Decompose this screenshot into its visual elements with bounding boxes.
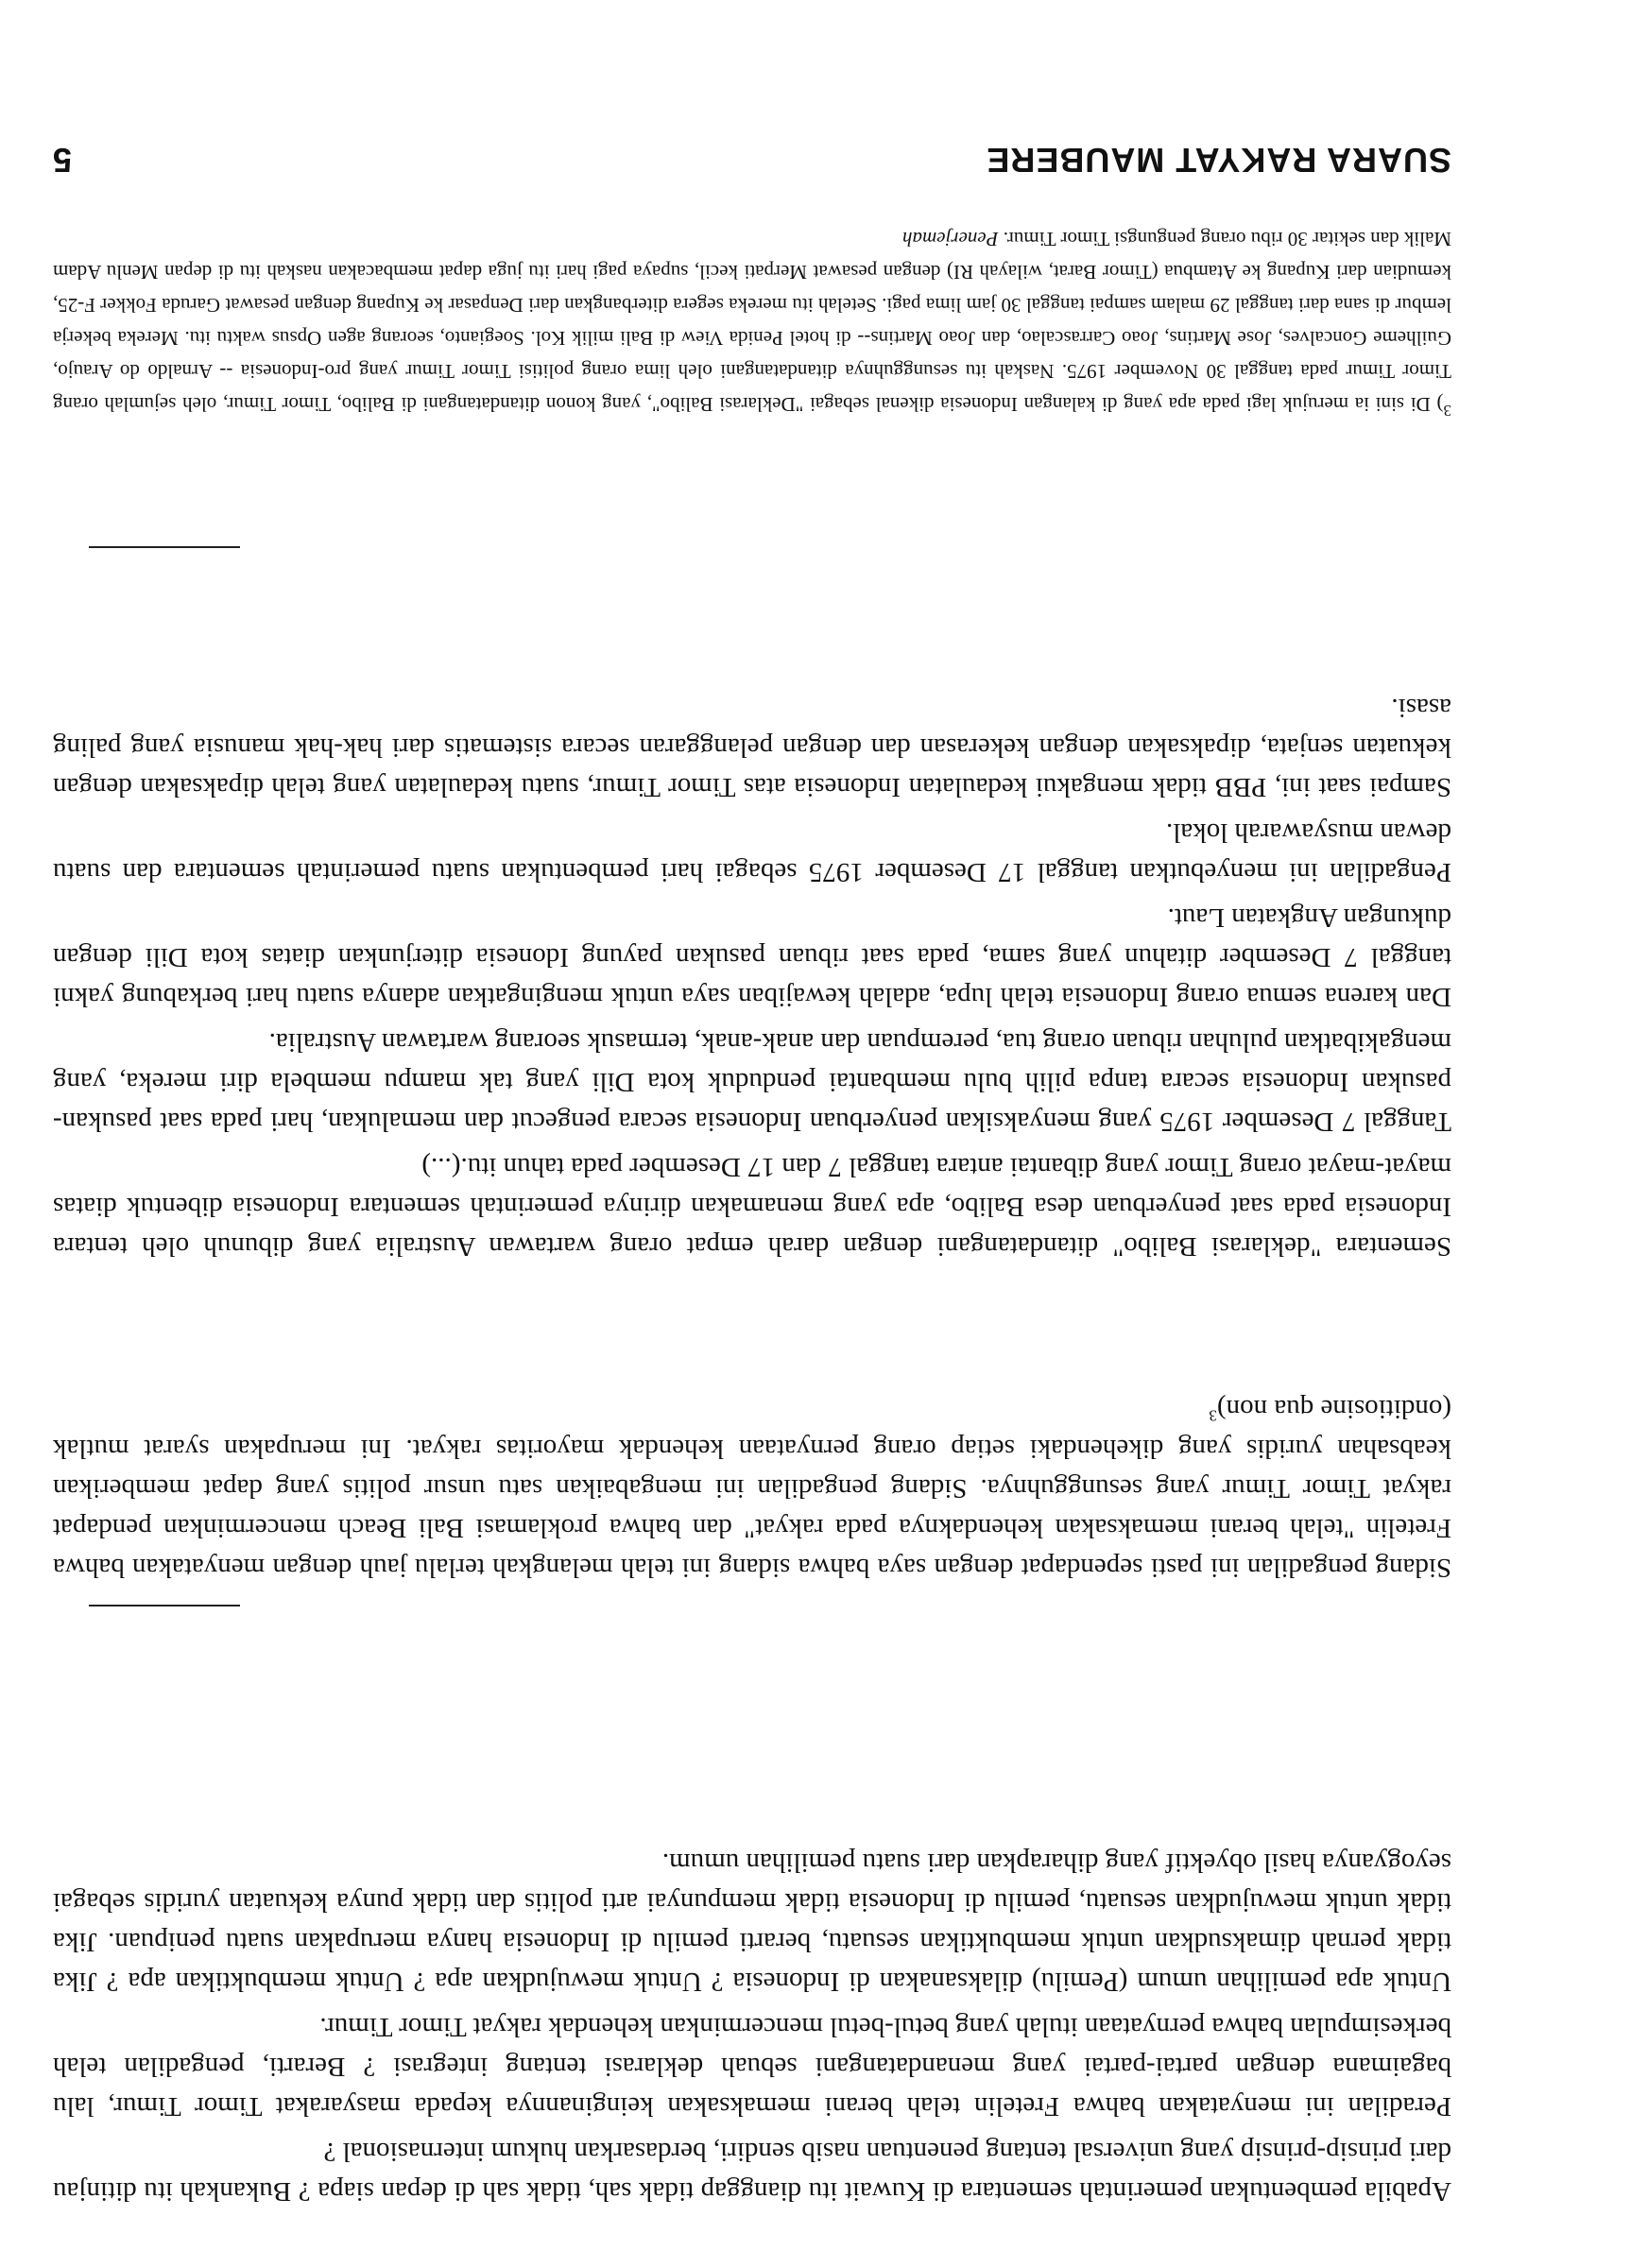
paragraph: Pengadilan ini menyebutkan tanggal 17 Desember 1975 sebagai hari pembentukan suatu pemerintah sementara dan suatu dewan musyawarah lokal. xyxy=(53,817,1451,887)
section-separator xyxy=(89,1605,240,1606)
footnote-credit: Penerjemah xyxy=(902,228,999,250)
paragraph: Dan karena semua orang Indonesia telah lupa, adalah kewajiban saya untuk mengingatkan adanya suatu hari berkabung yakni tanggal 7 Desember ditahun yang sama, pada saat ribuan pasukan payung Idonesia diterjunkan diatas kota Dili dengan dukungan Angkatan Laut. xyxy=(53,902,1451,1012)
footnote-text: ) Di sini ia merujuk lagi pada apa yang di kalangan Indonesia dikenal sebagai "Deklarasi Balibo", yang konon ditandatangani di Balibo, Timor Timur, oleh sejumlah orang Timor Timur pada tanggal 30 November 1975. Naskah itu sesungguhnya ditandatangani oleh lima orang politisi Timor Timur yang pro-Indonesia -- Arnaldo do Araujo, Guilheme Goncalves, Jose Martins, Joao Carrascalao, dan Joao Martins-- di hotel Penida View di Bali milik Kol. Soegianto, seorang agen Opsus waktu itu. Mereka bekerja lembur di sana dari tanggal 29 malam sampai tanggal 30 jam lima pagi. Setelah itu mereka segera diterbangkan dari Denpasar ke Kupang dengan pesawat Garuda Fokker F-25, kemudian dari Kupang ke Atambua (Timor Barat, wilayah RI) dengan pesawat Merpati kecil, supaya pagi hari itu juga dapat membacakan naskah itu di depan Menlu Adam Malik dan sekitar 30 ribu orang pengungsi Timor Timur. xyxy=(53,228,1451,416)
footnote-separator xyxy=(89,546,240,548)
footnote-3 xyxy=(53,222,1451,421)
paragraph: Sampai saat ini, PBB tidak mengakui kedaulatan Indonesia atas Timor Timur, suatu kedaulatan yang telah dipaksakan dengan kekuatan senjata, dipaksakan dengan kekerasan dan dengan pelanggaran secara sistematis dari hak-hak manusia yang paling asasi. xyxy=(53,693,1451,802)
paragraph: Peradilan ini menyatakan bahwa Fretelin telah berani memaksakan keinginannya kepada masyarakat Timor Timur, lalu bagaimana dengan partai-partai yang menandatangani sebuah deklarasi tentang integrasi ? Berarti, pengadilan telah berkesimpulan bahwa pernyataan itulah yang betul-betul mencerminkan kehendak rakyat Timor Timur. xyxy=(53,2012,1451,2122)
paragraph: Apabila pembentukan pemerintah sementara di Kuwait itu dianggap tidak sah, tidak sah di depan siapa ? Bukankah itu ditinjau dari prinsip-prinsip yang universal tentang penentuan nasib sendiri, berdasarkan hukum internasional ? xyxy=(53,2137,1451,2207)
footnote-marker: 3 xyxy=(1443,402,1451,420)
paragraph: Untuk apa pemilihan umum (Pemilu) dilaksanakan di Indonesia ? Untuk mewujudkan apa ? Untuk membuktikan apa ? Jika tidak pernah dimaksudkan untuk membuktikan sesuatu, berarti pemilu di Indonesia hanya merupakan suatu penipuan. Jika tidak untuk mewujudkan sesuatu, pemilu di Indonesia tidak mempunyai arti politis dan tidak punya kekuatan yuridis sebagai seyogyanya hasil obyektif yang diharapkan dari suatu pemilihan umum. xyxy=(53,1847,1451,1997)
body-text-lower xyxy=(53,1837,1451,2211)
page-number: 5 xyxy=(53,141,73,180)
paragraph xyxy=(53,1389,1451,1588)
reference-marker: 3 xyxy=(1209,1406,1217,1425)
body-text-middle xyxy=(53,1383,1451,1588)
page-header xyxy=(53,140,1451,180)
paragraph-text: Sidang pengadilan ini pasti sependapat dengan saya bahwa sidang ini telah melangkah terlalu jauh dengan menyatakan bahwa Fretelin "telah berani memaksakan kehendaknya pada rakyat" dan bahwa proklamasi Bali Beach mencerminkan pendapat rakyat Timor Timur yang sesungguhnya. Sidang pengadilan ini mengabaikan satu unsur politis yang dapat memberikan keabsahan yuridis yang dikehendaki setiap orang pernyataan kehendak mayoritas rakyat. Ini merupakan syarat mutlak (onditiosine qua non) xyxy=(53,1394,1451,1583)
paragraph: Tanggal 7 Desember 1975 yang menyaksikan penyerbuan Indonesia secara pengecut dan memalukan, hari pada saat pasukan-pasukan Indonesia secara tanpa pilih bulu membantai penduduk kota Dili yang tak mampu membela diri mereka, yang mengakibatkan puluhan ribuan orang tua, perempuan dan anak-anak, termasuk seorang wartawan Australia. xyxy=(53,1027,1451,1137)
publication-title: SUARA RAKYAT MAUBERE xyxy=(986,141,1451,180)
body-text-upper xyxy=(53,682,1451,1266)
paragraph: Sementara "deklarasi Balibo" ditandatangani dengan darah empat orang wartawan Australia yang dibunuh oleh tentara Indonesia pada saat penyerbuan desa Balibo, apa yang menamakan dirinya pemerintah sementara Indonesia dibentuk diatas mayat-mayat orang Timor yang dibantai antara tanggal 7 dan 17 Desember pada tahun itu.(...) xyxy=(53,1152,1451,1262)
